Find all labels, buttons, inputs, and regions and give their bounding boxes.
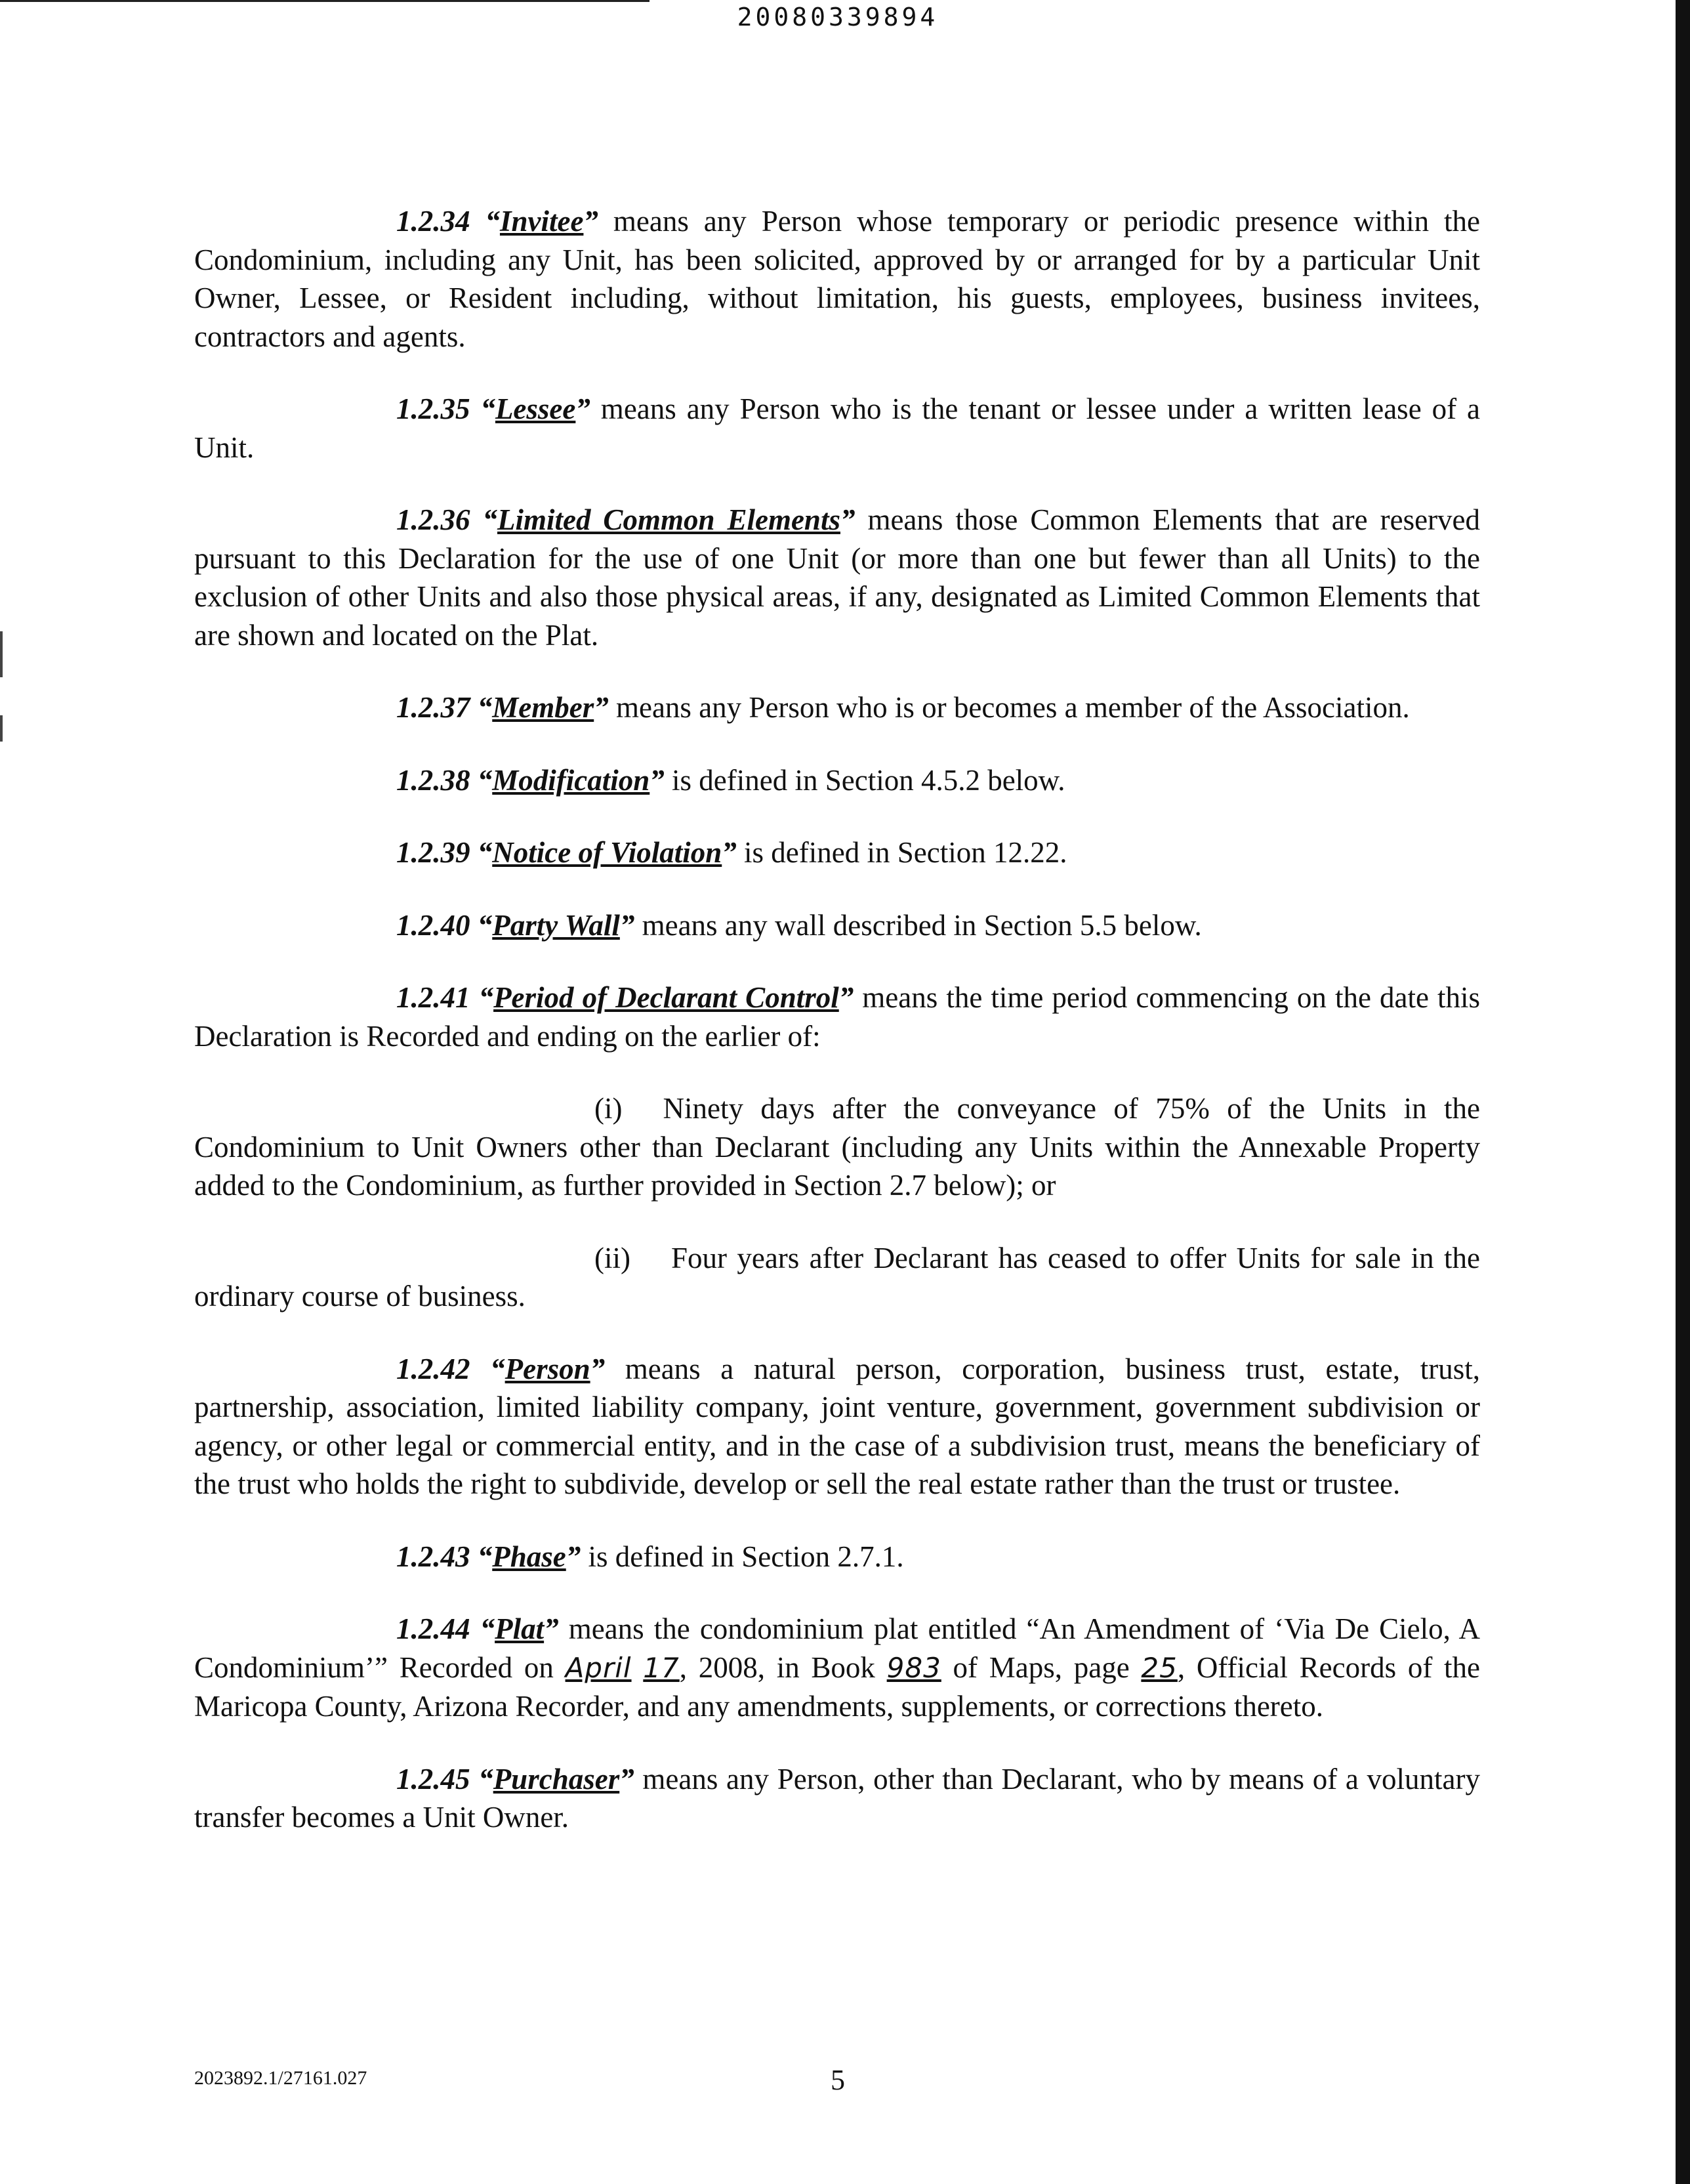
defined-term: “Modification” [477, 763, 665, 797]
defined-term: “Party Wall” [477, 908, 635, 942]
defined-term: “Purchaser” [478, 1762, 634, 1796]
definition-text: means the condominium plat entitled “An Amendment of ‘Via De Cielo, A Condominium’” Recorded on [194, 1612, 1481, 1684]
left-scan-mark [0, 715, 3, 742]
section-number: 1.2.38 [396, 763, 470, 797]
clause-text: Four years after Declarant has ceased to offer Units for sale in the ordinary course of business. [194, 1241, 1480, 1312]
defined-term: “Lessee” [480, 392, 590, 425]
definition-text: is defined in Section 4.5.2 below. [664, 763, 1065, 797]
handwritten-month: April [565, 1651, 632, 1684]
document-body [194, 202, 1480, 1871]
definition-text: means any wall described in Section 5.5 below. [634, 908, 1202, 942]
page-number: 5 [831, 2064, 845, 2096]
handwritten-book: 983 [886, 1651, 941, 1684]
definition-person [194, 1350, 1480, 1503]
section-number: 1.2.43 [396, 1540, 470, 1573]
definition-modification [194, 761, 1480, 800]
definition-text: means a natural person, corporation, business trust, estate, trust, partnership, association, limited liability company, joint venture, government, government subdivision or agency, or other legal or commercial entity, and in the case of a subdivision trust, means the beneficiary of the trust who holds the right to subdivide, develop or sell the real estate rather than the trust or trustee. [194, 1352, 1481, 1500]
section-number: 1.2.37 [396, 691, 470, 724]
definition-text: means any Person who is or becomes a member of the Association. [608, 691, 1410, 724]
defined-term: “Member” [477, 691, 609, 724]
definition-period-of-declarant-control [194, 978, 1480, 1055]
section-number: 1.2.44 [396, 1612, 470, 1645]
defined-term: “Phase” [477, 1540, 581, 1573]
definition-text: is defined in Section 12.22. [736, 836, 1067, 869]
definition-text: , Official Records of the Maricopa County, Arizona Recorder, and any amendments, supplements, or corrections thereto. [194, 1650, 1481, 1723]
handwritten-page: 25 [1141, 1651, 1178, 1684]
section-number: 1.2.40 [396, 908, 470, 942]
definition-text: means any Person, other than Declarant, who by means of a voluntary transfer becomes a Unit Owner. [194, 1762, 1480, 1834]
section-number: 1.2.39 [396, 836, 470, 869]
clause-label: (i) [594, 1092, 623, 1125]
definition-text: is defined in Section 2.7.1. [581, 1540, 904, 1573]
definition-text: means the time period commencing on the date this Declaration is Recorded and ending on the earlier of: [194, 981, 1481, 1053]
right-scan-edge [1676, 0, 1690, 2184]
section-number: 1.2.45 [396, 1762, 470, 1796]
definition-text: of Maps, page [941, 1650, 1142, 1684]
definition-member [194, 688, 1480, 727]
section-number: 1.2.35 [396, 392, 470, 425]
definition-phase [194, 1538, 1480, 1576]
recording-number: 20080339894 [737, 3, 939, 32]
definition-notice-of-violation [194, 833, 1480, 872]
defined-term: “Plat” [480, 1612, 559, 1645]
defined-term: “Invitee” [485, 205, 598, 238]
top-scan-rule [0, 0, 649, 2]
definition-limited-common-elements [194, 501, 1480, 654]
section-number: 1.2.41 [396, 981, 470, 1014]
section-number: 1.2.34 [396, 205, 470, 238]
definition-plat [194, 1610, 1480, 1726]
definition-text: means those Common Elements that are reserved pursuant to this Declaration for the use of one Unit (or more than one but fewer than all Units) to the exclusion of other Units and also those physical areas, if any, designated as Limited Common Elements that are shown and located on the Plat. [194, 503, 1481, 652]
definition-invitee [194, 202, 1480, 356]
clause-label: (ii) [594, 1241, 630, 1274]
section-number: 1.2.42 [396, 1352, 470, 1385]
defined-term: “Period of Declarant Control” [478, 981, 854, 1014]
defined-term: “Person” [490, 1352, 606, 1385]
enumerated-clause-i [194, 1089, 1480, 1205]
defined-term: “Limited Common Elements” [482, 503, 855, 536]
handwritten-day: 17 [643, 1651, 680, 1684]
definition-purchaser [194, 1760, 1480, 1837]
definition-lessee [194, 390, 1480, 467]
clause-text: Ninety days after the conveyance of 75% of the Units in the Condominium to Unit Owners other than Declarant (including any Units within the Annexable Property added to the Condominium, as further provided in Section 2.7 below); or [194, 1092, 1480, 1202]
definition-text: means any Person who is the tenant or lessee under a written lease of a Unit. [194, 392, 1480, 464]
definition-text: , 2008, in Book [679, 1650, 887, 1684]
enumerated-clause-ii [194, 1239, 1480, 1316]
defined-term: “Notice of Violation” [477, 836, 737, 869]
section-number: 1.2.36 [396, 503, 470, 536]
left-scan-mark [0, 631, 3, 677]
footer-document-id: 2023892.1/27161.027 [194, 2067, 367, 2089]
definition-text: means any Person whose temporary or periodic presence within the Condominium, including any Unit, has been solicited, approved by or arranged for by a particular Unit Owner, Lessee, or Resident including, without limitation, his guests, employees, business invitees, contractors and agents. [194, 205, 1480, 353]
definition-party-wall [194, 906, 1480, 945]
